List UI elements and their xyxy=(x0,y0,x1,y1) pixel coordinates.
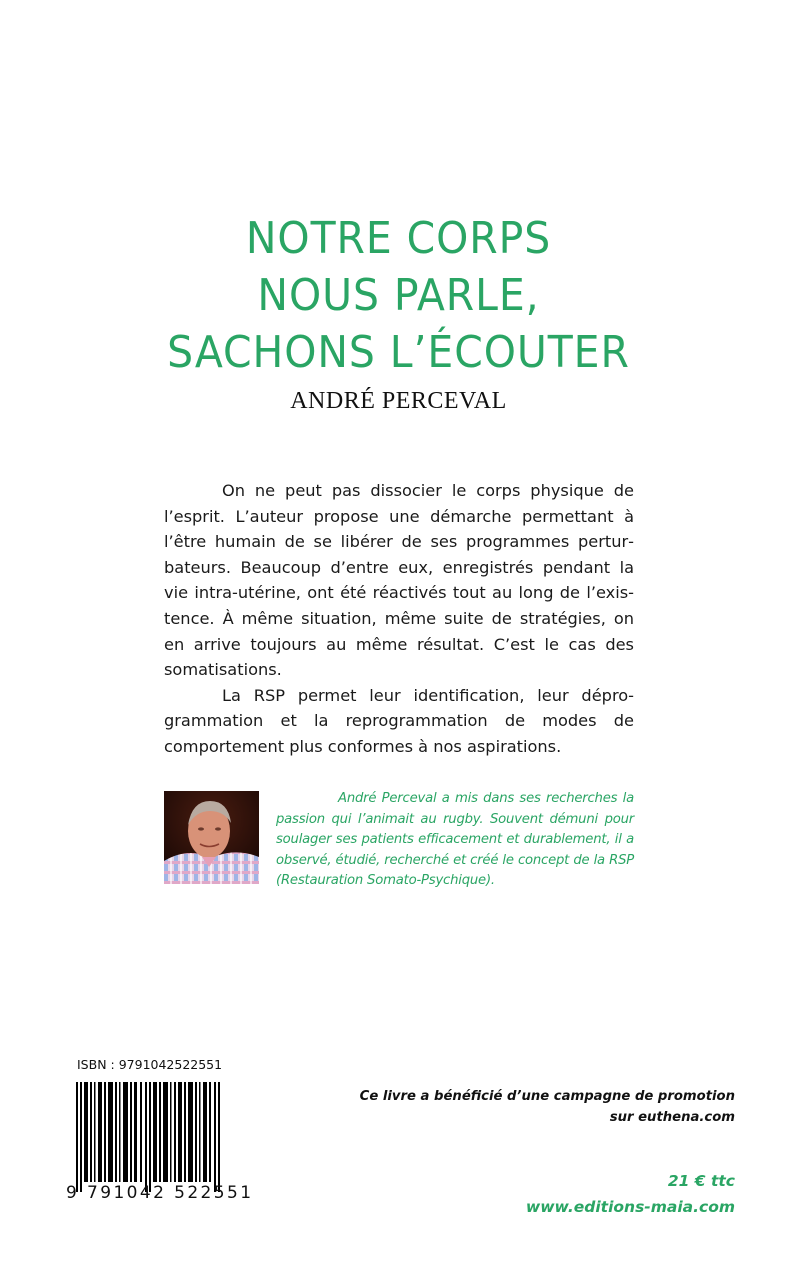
blurb-paragraph-2: La RSP permet leur identification, leur déprogrammation et la reprogrammation de modes de comportement plus conformes à nos aspirations. xyxy=(164,685,634,756)
publisher-website: www.editions-maia.com xyxy=(525,1198,735,1216)
blurb-paragraph-1: On ne peut pas dissocier le corps physique de l’esprit. L’auteur propose une démarche permettant à l’être humain de se libérer de ses programmes perturbateurs. Beaucoup d’entre eux, enregistrés pendant la vie intra-utérine, ont été réactivés tout au long de l’existence. À même situation, même suite de stratégies, on en arrive toujours au même résultat. C’est le cas des somatisations. xyxy=(164,481,634,680)
author-bio-text: André Perceval a mis dans ses recherches la passion qui l’animait au rugby. Souvent démuni pour soulager ses patients efficacement et durablement, il a observé, étudié, recherché et créé le concept de la RSP (Restauration Somato-Psychique). xyxy=(276,791,634,889)
title-line-1: NOTRE CORPS xyxy=(245,213,552,264)
isbn-label: ISBN : 9791042522551 xyxy=(77,1057,223,1072)
author-photo xyxy=(164,791,259,884)
author-bio xyxy=(276,789,634,892)
promo-line-2: sur euthena.com xyxy=(609,1110,735,1125)
title-line-3: SACHONS L’ÉCOUTER xyxy=(167,327,630,378)
price-block xyxy=(526,1168,735,1220)
barcode-icon xyxy=(74,1082,224,1192)
author-name: ANDRÉ PERCEVAL xyxy=(290,388,507,414)
author-portrait-icon xyxy=(164,791,259,884)
barcode-digits: 9 791042 522551 xyxy=(66,1183,254,1203)
title-line-2: NOUS PARLE, xyxy=(257,270,540,321)
promo-line-1: Ce livre a bénéficié d’une campagne de promotion xyxy=(359,1089,735,1104)
promo-notice xyxy=(360,1086,735,1128)
price: 21 € ttc xyxy=(667,1172,735,1190)
book-title xyxy=(0,210,797,381)
back-cover-blurb xyxy=(164,478,634,760)
